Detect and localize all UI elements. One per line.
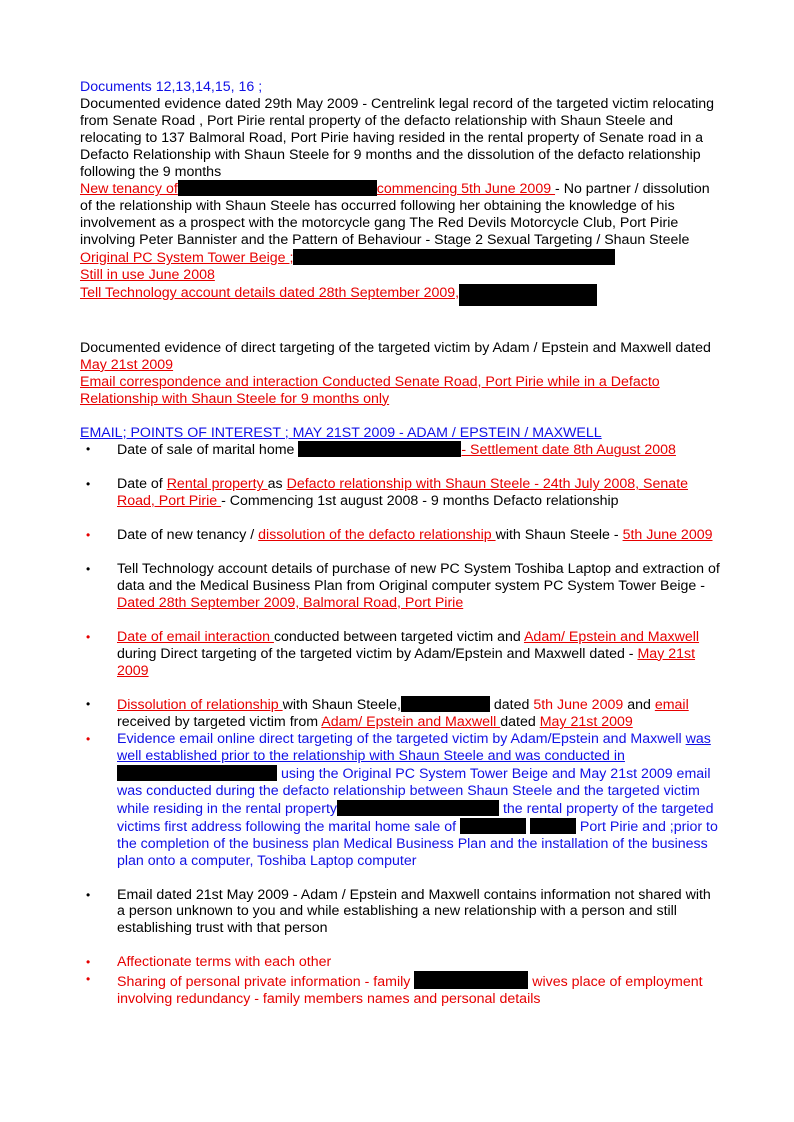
bullet-icon: •	[86, 477, 91, 492]
centrelink-text: Documented evidence dated 29th May 2009 - Centrelink legal record of the targeted victim relocating from Senate Road , Port Pirie rental property of the defacto relationship with Shaun Steele and relocating to 137 Balmoral Road, Port Pirie having resided in the rental property of Senate road in a Defacto Relationship with Shaun Steele for 9 months and the dissolution of the defacto relationship following the 9 months	[80, 95, 715, 180]
new-tenancy-label: New tenancy of	[80, 181, 178, 198]
direct-targeting-text: Documented evidence of direct targeting of the targeted victim by Adam / Epstein and Maxwell dated	[80, 339, 711, 356]
bullet-icon: •	[86, 955, 91, 970]
direct-targeting-date: May 21st 2009	[80, 356, 174, 373]
bullet-icon: •	[86, 732, 91, 747]
redaction-block	[459, 284, 597, 306]
original-pc-label: Original PC System Tower Beige ;	[80, 250, 294, 267]
bullet-icon: •	[86, 528, 91, 543]
paragraph-direct-targeting	[80, 340, 720, 408]
bullet-item: • Affectionate terms with each other	[86, 954, 332, 971]
bullet-item: • Date of email interaction conducted between targeted victim and Adam/ Epstein and Maxwell during Direct targeting of the targeted victim by Adam/Epstein and Maxwell dated - May 21st 2009	[86, 628, 700, 679]
redaction-block	[401, 696, 490, 712]
tell-technology-label: Tell Technology account details dated 28th September 2009,	[80, 284, 460, 301]
bullet-item: • Date of new tenancy / dissolution of the defacto relationship with Shaun Steele - 5th June 2009	[86, 527, 713, 544]
bullet-item: • Dissolution of relationship with Shaun Steele, dated 5th June 2009 and email received by targeted victim from Adam/ Epstein and Maxwell dated May 21st 2009	[86, 697, 689, 731]
document-reference: Documents 12,13,14,15, 16 ;	[80, 79, 263, 95]
bullet-icon: •	[86, 562, 91, 577]
bullet-item: • Tell Technology account details of purchase of new PC System Toshiba Laptop and extraction of data and the Medical Business Plan from Original computer system PC System Tower Beige - Dated 28th September 2009, Balmoral Road, Port Pirie	[86, 561, 720, 611]
tenancy-details: - No partner / dissolution of the relationship with Shaun Steele has occurred following her obtaining the knowledge of his involvement as a prospect with the motorcycle gang The Red Devils Motorcycle Club, Port Pirie involving Peter Bannister and the Pattern of Behaviour - Stage 2 Sexual Targeting / Shaun Steele	[80, 181, 710, 249]
redaction-block	[414, 971, 528, 989]
redaction-block	[117, 765, 277, 781]
bullet-icon: •	[86, 697, 91, 712]
redaction-block	[293, 249, 615, 265]
paragraph-centrelink-record	[80, 96, 720, 306]
redaction-block	[298, 441, 461, 457]
document-page	[80, 79, 720, 1008]
still-in-use: Still in use June 2008	[80, 266, 215, 283]
redaction-block	[178, 180, 377, 196]
bullet-icon: •	[86, 972, 91, 987]
redaction-block	[530, 818, 576, 834]
redaction-block	[460, 818, 526, 834]
bullet-icon: •	[86, 629, 91, 644]
email-points-heading: EMAIL; POINTS OF INTEREST ; MAY 21ST 2009 - ADAM / EPSTEIN / MAXWELL	[80, 424, 602, 441]
bullet-item: • Email dated 21st May 2009 - Adam / Epstein and Maxwell contains information not shared with a person unknown to you and while establishing a new relationship with a person and still establishing trust with that person	[86, 886, 711, 937]
bullet-icon: •	[86, 887, 91, 902]
bullet-item: • Evidence email online direct targeting of the targeted victim by Adam/Epstein and Maxwell was well established prior to the relationship with Shaun Steele and was conducted in using the Original PC System Tower Beige and May 21st 2009 email was conducted during the defacto relationship between Shaun Steele and the targeted victim while residing in the rental property the rental property of the targeted victims first address following the marital home sale of Port Pirie and ;prior to the completion of the business plan Medical Business Plan and the installation of the business plan onto a computer, Toshiba Laptop computer	[86, 731, 718, 869]
bullet-item: • Date of sale of marital home - Settlement date 8th August 2008	[86, 442, 676, 459]
email-correspondence: Email correspondence and interaction Conducted Senate Road, Port Pirie while in a Defacto Relationship with Shaun Steele for 9 months only	[80, 373, 660, 407]
bullet-icon: •	[86, 442, 91, 457]
bullet-item: • Sharing of personal private information - family wives place of employment involving redundancy - family members names and personal details	[86, 972, 703, 1008]
redaction-block	[337, 800, 499, 816]
tenancy-commencing: commencing 5th June 2009	[376, 181, 556, 198]
bullet-item: • Date of Rental property as Defacto relationship with Shaun Steele - 24th July 2008, Senate Road, Port Pirie - Commencing 1st august 2008 - 9 months Defacto relationship	[86, 476, 689, 510]
